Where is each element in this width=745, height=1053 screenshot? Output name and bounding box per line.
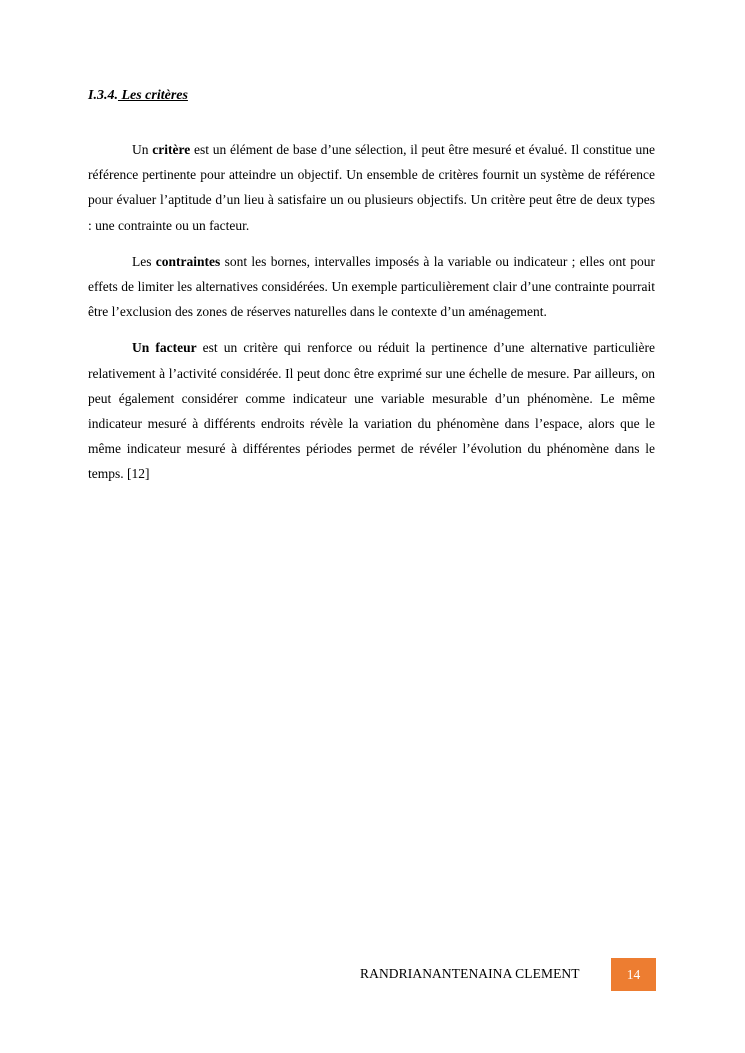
section-title: Les critères — [117, 88, 188, 103]
term-facteur: Un facteur — [132, 340, 197, 356]
section-heading — [88, 88, 188, 104]
page-number-badge — [611, 958, 656, 991]
page-number: 14 — [626, 966, 641, 982]
footer-author: RANDRIANANTENAINA CLEMENT — [360, 966, 580, 981]
paragraph-contraintes — [88, 249, 655, 325]
document-body — [88, 137, 655, 498]
paragraph-lead: Les — [132, 253, 156, 269]
paragraph-lead: Un — [132, 142, 153, 157]
term-contraintes: contraintes — [155, 253, 221, 269]
term-critere: critère — [152, 142, 191, 157]
paragraph-text: est un élément de base d’une sélection, il peut être mesuré et évalué. Il constitue une référence pertinente pour atteindre un objectif. Un ensemble de critères fournit un système de référence pour évaluer l’aptitude d’un lieu à satisfaire un ou plusieurs objectifs. Un critère peut être de deux types : une contrainte ou un facteur. — [88, 142, 655, 233]
paragraph-critere — [88, 137, 655, 238]
paragraph-text: est un critère qui renforce ou réduit la pertinence d’une alternative particulière relativement à l’activité considérée. Il peut donc être exprimé sur une échelle de mesure. Par ailleurs, on peut également considérer comme indicateur une variable mesurable d’un phénomène. Le même indicateur mesuré à différents endroits révèle la variation du phénomène dans l’espace, alors que le même indicateur mesuré à différentes périodes permet de révéler l’évolution du phénomène dans le temps. [12] — [88, 340, 655, 482]
section-number: I.3.4. — [88, 88, 118, 103]
paragraph-text: sont les bornes, intervalles imposés à la variable ou indicateur ; elles ont pour effets de limiter les alternatives considérées. Un exemple particulièrement clair d’une contrainte pourrait être l’exclusion des zones de réserves naturelles dans le contexte d’un aménagement. — [88, 253, 655, 320]
paragraph-facteur — [88, 335, 655, 486]
